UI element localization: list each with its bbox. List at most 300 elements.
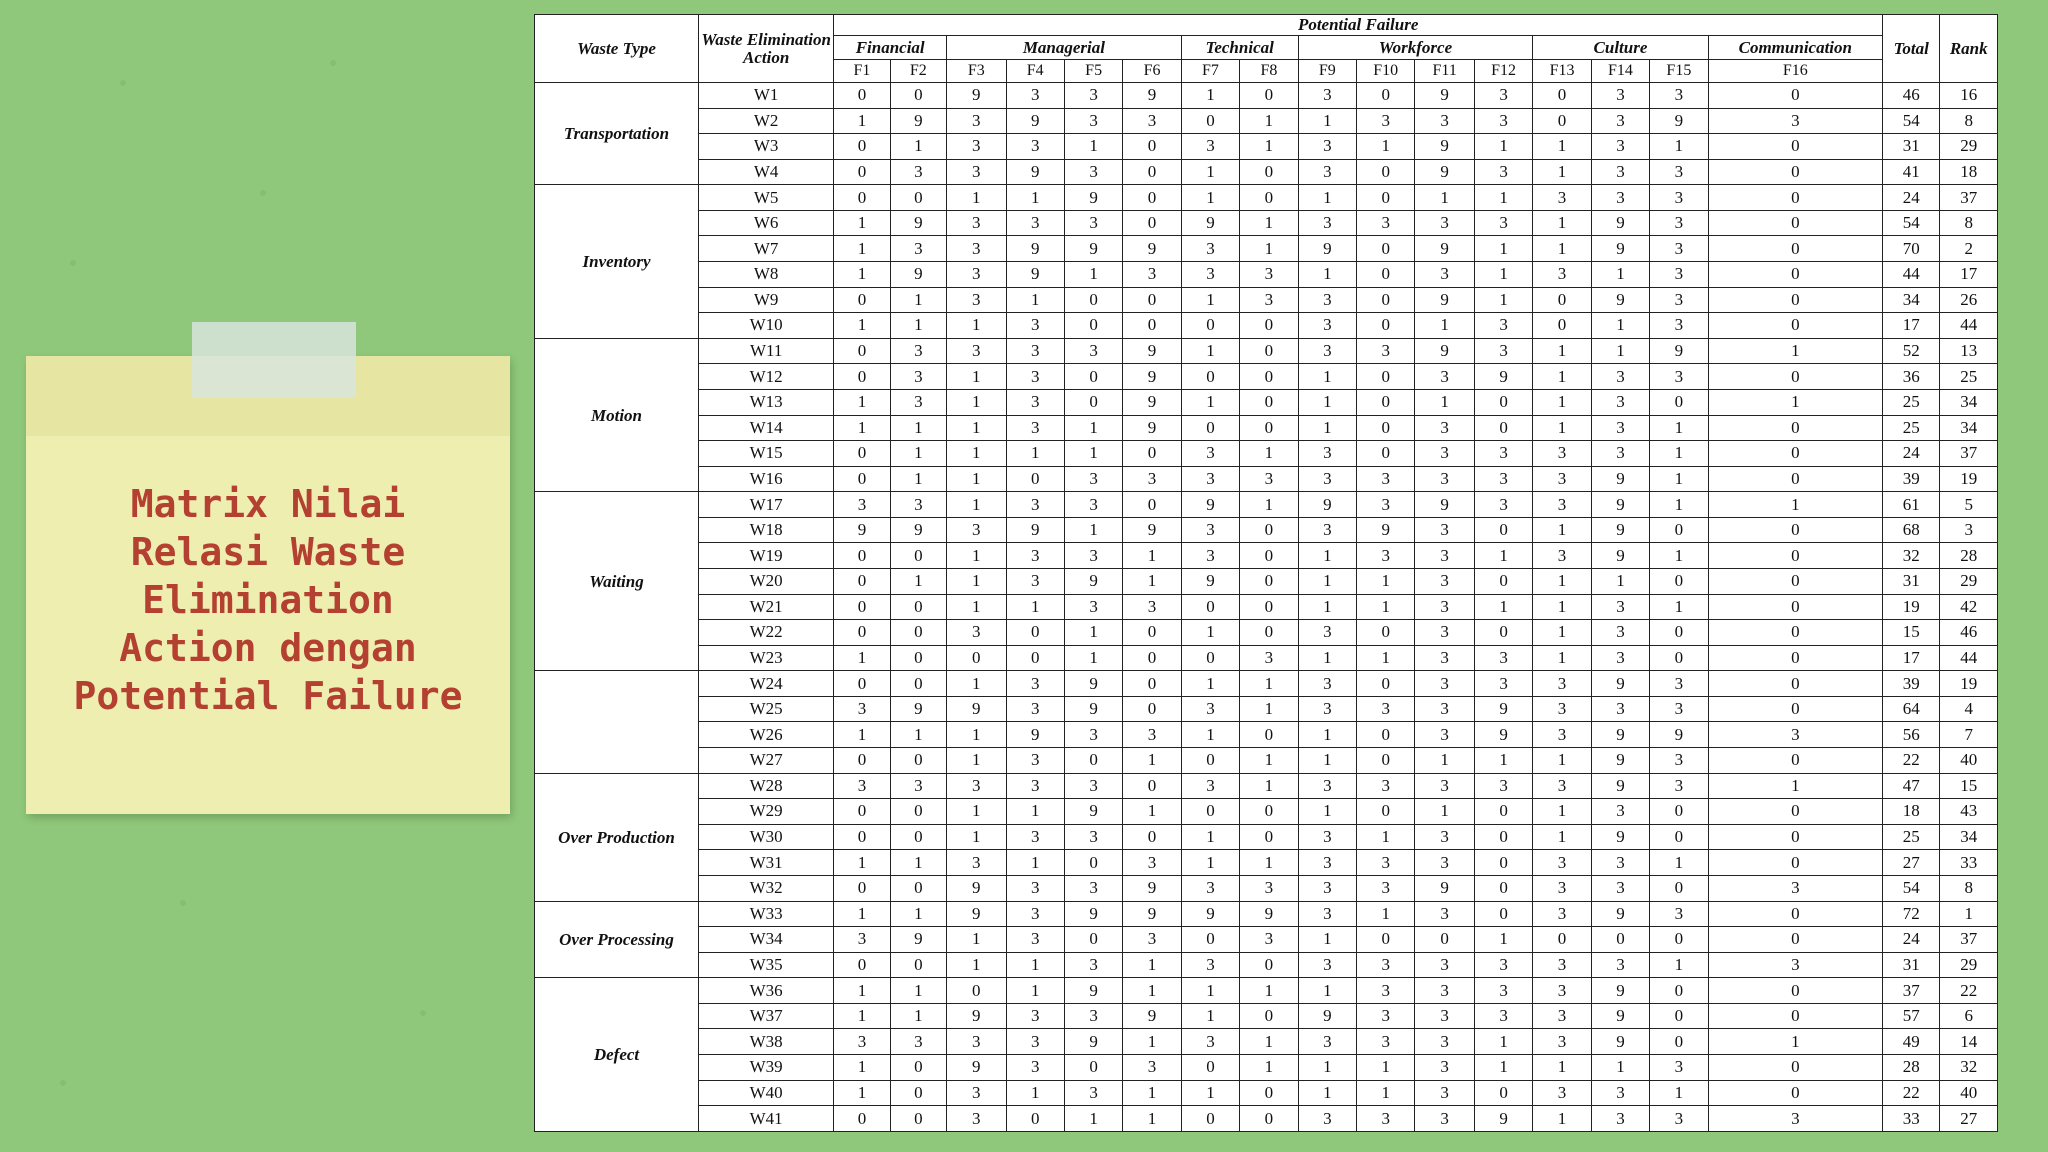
relation-value-cell: 3 bbox=[1006, 313, 1064, 339]
relation-value-cell: 3 bbox=[1298, 466, 1356, 492]
relation-value-cell: 0 bbox=[834, 594, 890, 620]
relation-value-cell: 3 bbox=[1533, 185, 1591, 211]
relation-value-cell: 3 bbox=[1298, 210, 1356, 236]
table-row bbox=[535, 645, 1998, 671]
relation-value-cell: 1 bbox=[890, 901, 946, 927]
relation-value-cell: 0 bbox=[1708, 1054, 1882, 1080]
relation-value-cell: 3 bbox=[1006, 748, 1064, 774]
rank-cell: 40 bbox=[1940, 748, 1998, 774]
relation-value-cell: 1 bbox=[1415, 313, 1474, 339]
total-cell: 70 bbox=[1883, 236, 1940, 262]
relation-value-cell: 9 bbox=[1064, 696, 1122, 722]
relation-value-cell: 3 bbox=[1533, 1003, 1591, 1029]
relation-value-cell: 0 bbox=[1357, 927, 1415, 953]
relation-value-cell: 0 bbox=[1650, 824, 1708, 850]
relation-value-cell: 3 bbox=[1533, 773, 1591, 799]
relation-value-cell: 1 bbox=[1357, 568, 1415, 594]
table-row bbox=[535, 978, 1998, 1004]
relation-value-cell: 3 bbox=[890, 159, 946, 185]
relation-value-cell: 3 bbox=[1474, 645, 1532, 671]
relation-value-cell: 3 bbox=[1591, 1080, 1649, 1106]
action-id-cell: W38 bbox=[699, 1029, 834, 1055]
relation-value-cell: 1 bbox=[1533, 159, 1591, 185]
action-id-cell: W19 bbox=[699, 543, 834, 569]
relation-value-cell: 0 bbox=[1708, 236, 1882, 262]
relation-value-cell: 3 bbox=[1357, 978, 1415, 1004]
relation-value-cell: 1 bbox=[890, 1003, 946, 1029]
relation-value-cell: 9 bbox=[1298, 236, 1356, 262]
rank-cell: 27 bbox=[1940, 1106, 1998, 1132]
relation-value-cell: 1 bbox=[1298, 978, 1356, 1004]
relation-value-cell: 0 bbox=[1240, 568, 1298, 594]
factor-code-header: F15 bbox=[1650, 60, 1708, 83]
relation-value-cell: 3 bbox=[1533, 978, 1591, 1004]
relation-value-cell: 9 bbox=[1006, 262, 1064, 288]
rank-cell: 29 bbox=[1940, 568, 1998, 594]
relation-value-cell: 3 bbox=[1650, 185, 1708, 211]
relation-value-cell: 9 bbox=[1298, 492, 1356, 518]
relation-value-cell: 0 bbox=[1181, 927, 1239, 953]
relation-value-cell: 3 bbox=[1064, 722, 1122, 748]
rank-cell: 22 bbox=[1940, 978, 1998, 1004]
action-id-cell: W5 bbox=[699, 185, 834, 211]
factor-code-header: F14 bbox=[1591, 60, 1649, 83]
relation-value-cell: 3 bbox=[1123, 466, 1181, 492]
relation-value-cell: 3 bbox=[1006, 492, 1064, 518]
relation-value-cell: 0 bbox=[1708, 262, 1882, 288]
table-row bbox=[535, 313, 1998, 339]
rank-cell: 2 bbox=[1940, 236, 1998, 262]
rank-cell: 46 bbox=[1940, 620, 1998, 646]
relation-value-cell: 3 bbox=[1474, 492, 1532, 518]
relation-value-cell: 0 bbox=[1357, 415, 1415, 441]
rank-cell: 43 bbox=[1940, 799, 1998, 825]
rank-cell: 26 bbox=[1940, 287, 1998, 313]
relation-value-cell: 3 bbox=[1533, 696, 1591, 722]
relation-value-cell: 3 bbox=[1298, 875, 1356, 901]
relation-value-cell: 3 bbox=[1064, 108, 1122, 134]
relation-value-cell: 3 bbox=[890, 364, 946, 390]
relation-value-cell: 0 bbox=[1708, 901, 1882, 927]
relation-value-cell: 3 bbox=[1064, 159, 1122, 185]
relation-value-cell: 3 bbox=[947, 338, 1006, 364]
relation-value-cell: 0 bbox=[1474, 415, 1532, 441]
relation-value-cell: 1 bbox=[1123, 1029, 1181, 1055]
relation-value-cell: 0 bbox=[1240, 1080, 1298, 1106]
relation-value-cell: 1 bbox=[1181, 159, 1239, 185]
relation-value-cell: 3 bbox=[1591, 83, 1649, 109]
rank-cell: 37 bbox=[1940, 185, 1998, 211]
relation-value-cell: 1 bbox=[1298, 108, 1356, 134]
relation-value-cell: 0 bbox=[1708, 645, 1882, 671]
relation-value-cell: 1 bbox=[1591, 568, 1649, 594]
relation-value-cell: 0 bbox=[1357, 722, 1415, 748]
relation-value-cell: 0 bbox=[1708, 1080, 1882, 1106]
relation-value-cell: 9 bbox=[1240, 901, 1298, 927]
relation-value-cell: 1 bbox=[834, 1054, 890, 1080]
relation-value-cell: 1 bbox=[1240, 236, 1298, 262]
relation-value-cell: 3 bbox=[1006, 875, 1064, 901]
relation-value-cell: 3 bbox=[1064, 773, 1122, 799]
relation-value-cell: 9 bbox=[1415, 236, 1474, 262]
relation-value-cell: 0 bbox=[1357, 185, 1415, 211]
relation-value-cell: 3 bbox=[1357, 952, 1415, 978]
relation-value-cell: 3 bbox=[1064, 824, 1122, 850]
table-row bbox=[535, 671, 1998, 697]
action-id-cell: W35 bbox=[699, 952, 834, 978]
action-id-cell: W37 bbox=[699, 1003, 834, 1029]
relation-value-cell: 0 bbox=[1708, 415, 1882, 441]
total-cell: 61 bbox=[1883, 492, 1940, 518]
relation-value-cell: 0 bbox=[890, 620, 946, 646]
relation-value-cell: 3 bbox=[1591, 159, 1649, 185]
action-id-cell: W18 bbox=[699, 517, 834, 543]
table-row bbox=[535, 543, 1998, 569]
relation-value-cell: 3 bbox=[1064, 466, 1122, 492]
relation-value-cell: 1 bbox=[1415, 185, 1474, 211]
rank-cell: 6 bbox=[1940, 1003, 1998, 1029]
factor-code-header: F5 bbox=[1064, 60, 1122, 83]
relation-value-cell: 1 bbox=[1181, 722, 1239, 748]
table-row bbox=[535, 262, 1998, 288]
action-id-cell: W24 bbox=[699, 671, 834, 697]
note-title: Matrix Nilai Relasi Waste Elimination Action dengan Potential Failure bbox=[73, 482, 463, 718]
total-cell: 39 bbox=[1883, 466, 1940, 492]
table-row bbox=[535, 568, 1998, 594]
total-cell: 44 bbox=[1883, 262, 1940, 288]
relation-value-cell: 0 bbox=[1123, 696, 1181, 722]
relation-value-cell: 0 bbox=[1181, 645, 1239, 671]
relation-value-cell: 3 bbox=[1415, 441, 1474, 467]
relation-value-cell: 1 bbox=[1123, 952, 1181, 978]
relation-value-cell: 0 bbox=[1240, 1003, 1298, 1029]
relation-value-cell: 0 bbox=[1650, 645, 1708, 671]
rank-cell: 7 bbox=[1940, 722, 1998, 748]
relation-value-cell: 0 bbox=[1708, 1003, 1882, 1029]
relation-value-cell: 3 bbox=[1533, 492, 1591, 518]
relation-value-cell: 0 bbox=[1708, 978, 1882, 1004]
relation-value-cell: 0 bbox=[1006, 645, 1064, 671]
relation-value-cell: 1 bbox=[1474, 543, 1532, 569]
relation-value-cell: 0 bbox=[1240, 389, 1298, 415]
table-row bbox=[535, 415, 1998, 441]
relation-value-cell: 3 bbox=[1357, 338, 1415, 364]
relation-value-cell: 3 bbox=[1650, 159, 1708, 185]
waste-type-cell: Over Processing bbox=[535, 901, 699, 978]
relation-value-cell: 3 bbox=[890, 338, 946, 364]
relation-value-cell: 9 bbox=[1064, 901, 1122, 927]
rank-cell: 5 bbox=[1940, 492, 1998, 518]
relation-value-cell: 0 bbox=[1123, 313, 1181, 339]
relation-value-cell: 3 bbox=[947, 1106, 1006, 1132]
relation-value-cell: 0 bbox=[1357, 262, 1415, 288]
rank-cell: 29 bbox=[1940, 134, 1998, 160]
relation-value-cell: 1 bbox=[1708, 773, 1882, 799]
relation-value-cell: 1 bbox=[834, 236, 890, 262]
relation-value-cell: 1 bbox=[1240, 978, 1298, 1004]
action-id-cell: W3 bbox=[699, 134, 834, 160]
relation-value-cell: 9 bbox=[1591, 773, 1649, 799]
relation-value-cell: 3 bbox=[1181, 875, 1239, 901]
relation-value-cell: 0 bbox=[1240, 722, 1298, 748]
relation-value-cell: 1 bbox=[890, 978, 946, 1004]
relation-value-cell: 9 bbox=[1123, 236, 1181, 262]
relation-value-cell: 1 bbox=[1123, 1080, 1181, 1106]
relation-value-cell: 1 bbox=[1240, 850, 1298, 876]
relation-value-cell: 9 bbox=[1064, 236, 1122, 262]
factor-code-header: F8 bbox=[1240, 60, 1298, 83]
relation-value-cell: 3 bbox=[1533, 1029, 1591, 1055]
relation-value-cell: 1 bbox=[1415, 748, 1474, 774]
relation-value-cell: 9 bbox=[1123, 415, 1181, 441]
relation-value-cell: 9 bbox=[1591, 722, 1649, 748]
relation-value-cell: 0 bbox=[890, 594, 946, 620]
total-cell: 25 bbox=[1883, 389, 1940, 415]
relation-value-cell: 1 bbox=[834, 262, 890, 288]
relation-value-cell: 1 bbox=[1474, 262, 1532, 288]
relation-value-cell: 0 bbox=[1650, 1029, 1708, 1055]
relation-value-cell: 3 bbox=[1006, 901, 1064, 927]
table-row bbox=[535, 517, 1998, 543]
relation-value-cell: 0 bbox=[1064, 850, 1122, 876]
relation-value-cell: 3 bbox=[1591, 799, 1649, 825]
relation-value-cell: 0 bbox=[1474, 824, 1532, 850]
waste-type-header: Waste Type bbox=[535, 15, 699, 83]
action-id-cell: W20 bbox=[699, 568, 834, 594]
action-id-cell: W30 bbox=[699, 824, 834, 850]
total-cell: 36 bbox=[1883, 364, 1940, 390]
relation-value-cell: 3 bbox=[947, 517, 1006, 543]
relation-value-cell: 1 bbox=[1533, 236, 1591, 262]
relation-value-cell: 3 bbox=[1298, 83, 1356, 109]
relation-value-cell: 1 bbox=[834, 415, 890, 441]
relation-value-cell: 9 bbox=[1415, 875, 1474, 901]
relation-value-cell: 3 bbox=[1006, 338, 1064, 364]
relation-value-cell: 3 bbox=[1415, 1080, 1474, 1106]
relation-value-cell: 3 bbox=[947, 159, 1006, 185]
relation-value-cell: 0 bbox=[1357, 83, 1415, 109]
action-id-cell: W21 bbox=[699, 594, 834, 620]
relation-value-cell: 1 bbox=[1240, 748, 1298, 774]
relation-value-cell: 3 bbox=[947, 1080, 1006, 1106]
relation-value-cell: 0 bbox=[1591, 927, 1649, 953]
relation-value-cell: 0 bbox=[890, 83, 946, 109]
relation-value-cell: 9 bbox=[1298, 1003, 1356, 1029]
relation-value-cell: 3 bbox=[1415, 210, 1474, 236]
relation-value-cell: 0 bbox=[834, 466, 890, 492]
relation-value-cell: 0 bbox=[1181, 415, 1239, 441]
relation-value-cell: 1 bbox=[1650, 543, 1708, 569]
relation-value-cell: 0 bbox=[1708, 287, 1882, 313]
relation-value-cell: 0 bbox=[890, 952, 946, 978]
relation-value-cell: 3 bbox=[890, 492, 946, 518]
relation-value-cell: 3 bbox=[834, 492, 890, 518]
relation-value-cell: 0 bbox=[1650, 978, 1708, 1004]
relation-value-cell: 3 bbox=[1240, 645, 1298, 671]
relation-value-cell: 3 bbox=[1006, 210, 1064, 236]
relation-value-cell: 1 bbox=[1181, 1003, 1239, 1029]
relation-value-cell: 3 bbox=[1415, 543, 1474, 569]
action-id-cell: W25 bbox=[699, 696, 834, 722]
relation-value-cell: 3 bbox=[1533, 850, 1591, 876]
waste-type-cell: Inventory bbox=[535, 185, 699, 338]
table-row bbox=[535, 236, 1998, 262]
total-cell: 31 bbox=[1883, 134, 1940, 160]
relation-value-cell: 0 bbox=[1123, 287, 1181, 313]
table-row bbox=[535, 773, 1998, 799]
relation-value-cell: 3 bbox=[1064, 492, 1122, 518]
relation-value-cell: 0 bbox=[834, 799, 890, 825]
relation-value-cell: 3 bbox=[1474, 773, 1532, 799]
relation-value-cell: 3 bbox=[1650, 901, 1708, 927]
relation-value-cell: 3 bbox=[1708, 108, 1882, 134]
relation-value-cell: 3 bbox=[1006, 83, 1064, 109]
rank-cell: 4 bbox=[1940, 696, 1998, 722]
relation-value-cell: 1 bbox=[1533, 748, 1591, 774]
relation-value-cell: 1 bbox=[1006, 1080, 1064, 1106]
relation-value-cell: 1 bbox=[1123, 1106, 1181, 1132]
rank-cell: 18 bbox=[1940, 159, 1998, 185]
relation-value-cell: 3 bbox=[947, 134, 1006, 160]
relation-value-cell: 0 bbox=[1533, 313, 1591, 339]
relation-value-cell: 3 bbox=[1240, 287, 1298, 313]
relation-value-cell: 1 bbox=[890, 415, 946, 441]
relation-value-cell: 3 bbox=[1415, 108, 1474, 134]
relation-value-cell: 3 bbox=[1064, 1080, 1122, 1106]
relation-value-cell: 9 bbox=[1123, 364, 1181, 390]
relation-value-cell: 3 bbox=[1415, 568, 1474, 594]
relation-value-cell: 3 bbox=[1357, 875, 1415, 901]
relation-value-cell: 1 bbox=[947, 952, 1006, 978]
relation-value-cell: 0 bbox=[1708, 159, 1882, 185]
relation-value-cell: 0 bbox=[947, 978, 1006, 1004]
relation-value-cell: 1 bbox=[1533, 389, 1591, 415]
action-id-cell: W13 bbox=[699, 389, 834, 415]
relation-value-cell: 0 bbox=[890, 185, 946, 211]
relation-value-cell: 1 bbox=[890, 722, 946, 748]
relation-value-cell: 0 bbox=[834, 364, 890, 390]
relation-value-cell: 1 bbox=[1298, 185, 1356, 211]
total-cell: 15 bbox=[1883, 620, 1940, 646]
relation-value-cell: 3 bbox=[1474, 159, 1532, 185]
relation-value-cell: 9 bbox=[1181, 210, 1239, 236]
relation-value-cell: 3 bbox=[1298, 620, 1356, 646]
relation-value-cell: 3 bbox=[1181, 696, 1239, 722]
relation-value-cell: 9 bbox=[890, 210, 946, 236]
total-cell: 41 bbox=[1883, 159, 1940, 185]
relation-value-cell: 0 bbox=[1650, 568, 1708, 594]
relation-value-cell: 1 bbox=[1298, 722, 1356, 748]
relation-value-cell: 0 bbox=[1181, 313, 1239, 339]
relation-value-cell: 3 bbox=[1298, 338, 1356, 364]
relation-value-cell: 3 bbox=[947, 1029, 1006, 1055]
factor-group-header: Managerial bbox=[947, 36, 1182, 60]
relation-value-cell: 0 bbox=[890, 671, 946, 697]
table-row bbox=[535, 441, 1998, 467]
waste-type-cell: Over Production bbox=[535, 773, 699, 901]
total-cell: 64 bbox=[1883, 696, 1940, 722]
relation-value-cell: 3 bbox=[947, 262, 1006, 288]
total-cell: 25 bbox=[1883, 415, 1940, 441]
relation-value-cell: 3 bbox=[1006, 568, 1064, 594]
relation-value-cell: 3 bbox=[1064, 543, 1122, 569]
relation-value-cell: 3 bbox=[1474, 671, 1532, 697]
relation-value-cell: 9 bbox=[1064, 185, 1122, 211]
relation-value-cell: 1 bbox=[1533, 594, 1591, 620]
relation-value-cell: 1 bbox=[1533, 620, 1591, 646]
factor-code-header: F11 bbox=[1415, 60, 1474, 83]
relation-value-cell: 1 bbox=[1006, 441, 1064, 467]
relation-value-cell: 1 bbox=[1006, 978, 1064, 1004]
relation-value-cell: 0 bbox=[1533, 83, 1591, 109]
relation-value-cell: 3 bbox=[1006, 773, 1064, 799]
relation-value-cell: 9 bbox=[1415, 159, 1474, 185]
relation-value-cell: 1 bbox=[1298, 645, 1356, 671]
relation-value-cell: 3 bbox=[1650, 262, 1708, 288]
relation-value-cell: 3 bbox=[1298, 1106, 1356, 1132]
relation-value-cell: 9 bbox=[1650, 722, 1708, 748]
relation-value-cell: 3 bbox=[1591, 696, 1649, 722]
action-id-cell: W28 bbox=[699, 773, 834, 799]
total-cell: 39 bbox=[1883, 671, 1940, 697]
relation-value-cell: 1 bbox=[1533, 210, 1591, 236]
total-cell: 22 bbox=[1883, 748, 1940, 774]
relation-value-cell: 3 bbox=[1240, 262, 1298, 288]
rank-cell: 40 bbox=[1940, 1080, 1998, 1106]
total-cell: 68 bbox=[1883, 517, 1940, 543]
relation-value-cell: 3 bbox=[1064, 1003, 1122, 1029]
relation-value-cell: 0 bbox=[1240, 824, 1298, 850]
relation-value-cell: 9 bbox=[1064, 799, 1122, 825]
relation-value-cell: 3 bbox=[1006, 1054, 1064, 1080]
relation-value-cell: 0 bbox=[1533, 287, 1591, 313]
relation-value-cell: 3 bbox=[1415, 773, 1474, 799]
action-header: Waste Elimination Action bbox=[699, 15, 834, 83]
relation-value-cell: 3 bbox=[1591, 1106, 1649, 1132]
relation-value-cell: 3 bbox=[1650, 83, 1708, 109]
relation-value-cell: 3 bbox=[1650, 696, 1708, 722]
relation-value-cell: 1 bbox=[947, 568, 1006, 594]
relation-value-cell: 0 bbox=[1708, 850, 1882, 876]
relation-value-cell: 3 bbox=[1591, 594, 1649, 620]
relation-value-cell: 0 bbox=[890, 1106, 946, 1132]
relation-value-cell: 1 bbox=[947, 748, 1006, 774]
table-row bbox=[535, 1106, 1998, 1132]
total-cell: 34 bbox=[1883, 287, 1940, 313]
total-cell: 37 bbox=[1883, 978, 1940, 1004]
relation-value-cell: 3 bbox=[1298, 773, 1356, 799]
factor-group-header: Technical bbox=[1181, 36, 1298, 60]
relation-value-cell: 3 bbox=[834, 927, 890, 953]
relation-value-cell: 1 bbox=[1298, 568, 1356, 594]
relation-value-cell: 1 bbox=[834, 978, 890, 1004]
relation-value-cell: 0 bbox=[890, 824, 946, 850]
relation-value-cell: 0 bbox=[1123, 210, 1181, 236]
relation-value-cell: 0 bbox=[1064, 748, 1122, 774]
rank-cell: 44 bbox=[1940, 645, 1998, 671]
relation-value-cell: 0 bbox=[834, 543, 890, 569]
relation-value-cell: 3 bbox=[1357, 1029, 1415, 1055]
relation-value-cell: 3 bbox=[1357, 1003, 1415, 1029]
relation-value-cell: 3 bbox=[1591, 875, 1649, 901]
relation-value-cell: 1 bbox=[1650, 492, 1708, 518]
relation-value-cell: 0 bbox=[1123, 185, 1181, 211]
relation-value-cell: 3 bbox=[1415, 594, 1474, 620]
relation-value-cell: 3 bbox=[1533, 952, 1591, 978]
relation-value-cell: 0 bbox=[1708, 594, 1882, 620]
relation-value-cell: 1 bbox=[1474, 927, 1532, 953]
relation-value-cell: 1 bbox=[1298, 1054, 1356, 1080]
